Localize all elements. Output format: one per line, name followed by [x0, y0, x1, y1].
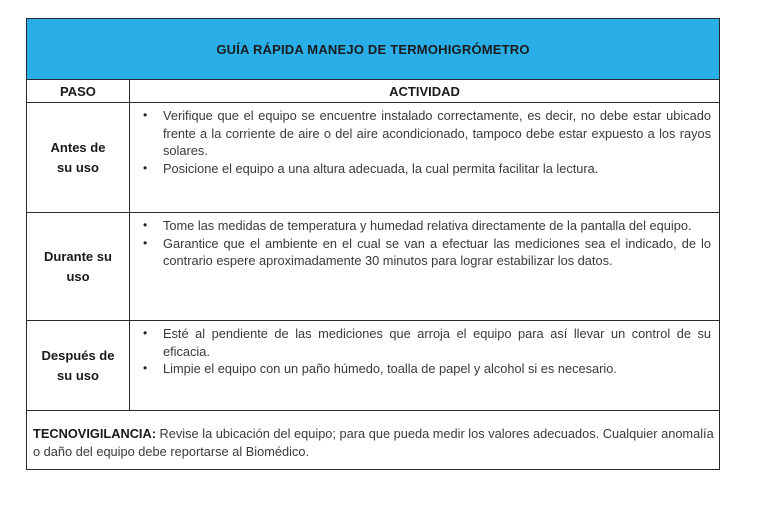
step-cell	[27, 213, 130, 321]
list-item: • Limpie el equipo con un paño húmedo, toalla de papel y alcohol si es necesario.	[143, 361, 617, 377]
step-label: su uso	[57, 159, 99, 175]
bullet-icon: •	[143, 161, 148, 176]
activity-cell	[130, 213, 720, 321]
bullet-icon: •	[143, 326, 148, 340]
note-text: Revise la ubicación del equipo; para que pueda medir los valores adecuados. Cualquier anomalía o daño del equipo debe reportarse al Biomédico.	[33, 426, 714, 459]
step-label: Durante su	[44, 248, 112, 264]
step-label: Antes de	[50, 139, 106, 155]
bullet-icon: •	[143, 108, 148, 122]
header-step: PASO	[27, 80, 130, 103]
step-label: su uso	[57, 367, 99, 383]
list-item: • Posicione el equipo a una altura adecuada, la cual permita facilitar la lectura.	[143, 161, 599, 177]
table-row	[27, 321, 720, 411]
step-cell	[27, 103, 130, 213]
list-item: • Garantice que el ambiente en el cual se van a efectuar las mediciones sea el indicado, de lo contrario espere aproximadamente 30 minutos para lograr estabilizar los datos.	[143, 235, 712, 269]
tecnovigilancia-note	[27, 411, 720, 470]
step-label: Después de	[41, 347, 115, 363]
header-activity: ACTIVIDAD	[130, 80, 720, 103]
bullet-icon: •	[143, 235, 148, 250]
list-item: • Esté al pendiente de las mediciones que arroja el equipo para así llevar un control de su eficacia.	[143, 326, 712, 359]
list-item: • Tome las medidas de temperatura y humedad relativa directamente de la pantalla del equipo.	[143, 218, 692, 233]
activity-cell	[130, 321, 720, 411]
guide-table	[26, 18, 720, 470]
activity-cell	[130, 103, 720, 213]
table-row	[27, 103, 720, 213]
step-label: uso	[66, 268, 90, 284]
guide-title: GUÍA RÁPIDA MANEJO DE TERMOHIGRÓMETRO	[27, 19, 720, 80]
note-label: TECNOVIGILANCIA:	[33, 426, 156, 441]
step-cell	[27, 321, 130, 411]
list-item: • Verifique que el equipo se encuentre instalado correctamente, es decir, no debe estar ubicado frente a la corriente de aire o del aire acondicionado, tampoco debe estar expuesto a los rayos solares.	[143, 108, 712, 159]
table-row	[27, 213, 720, 321]
bullet-icon: •	[143, 218, 148, 232]
quick-guide-document	[26, 18, 719, 470]
bullet-icon: •	[143, 361, 148, 376]
